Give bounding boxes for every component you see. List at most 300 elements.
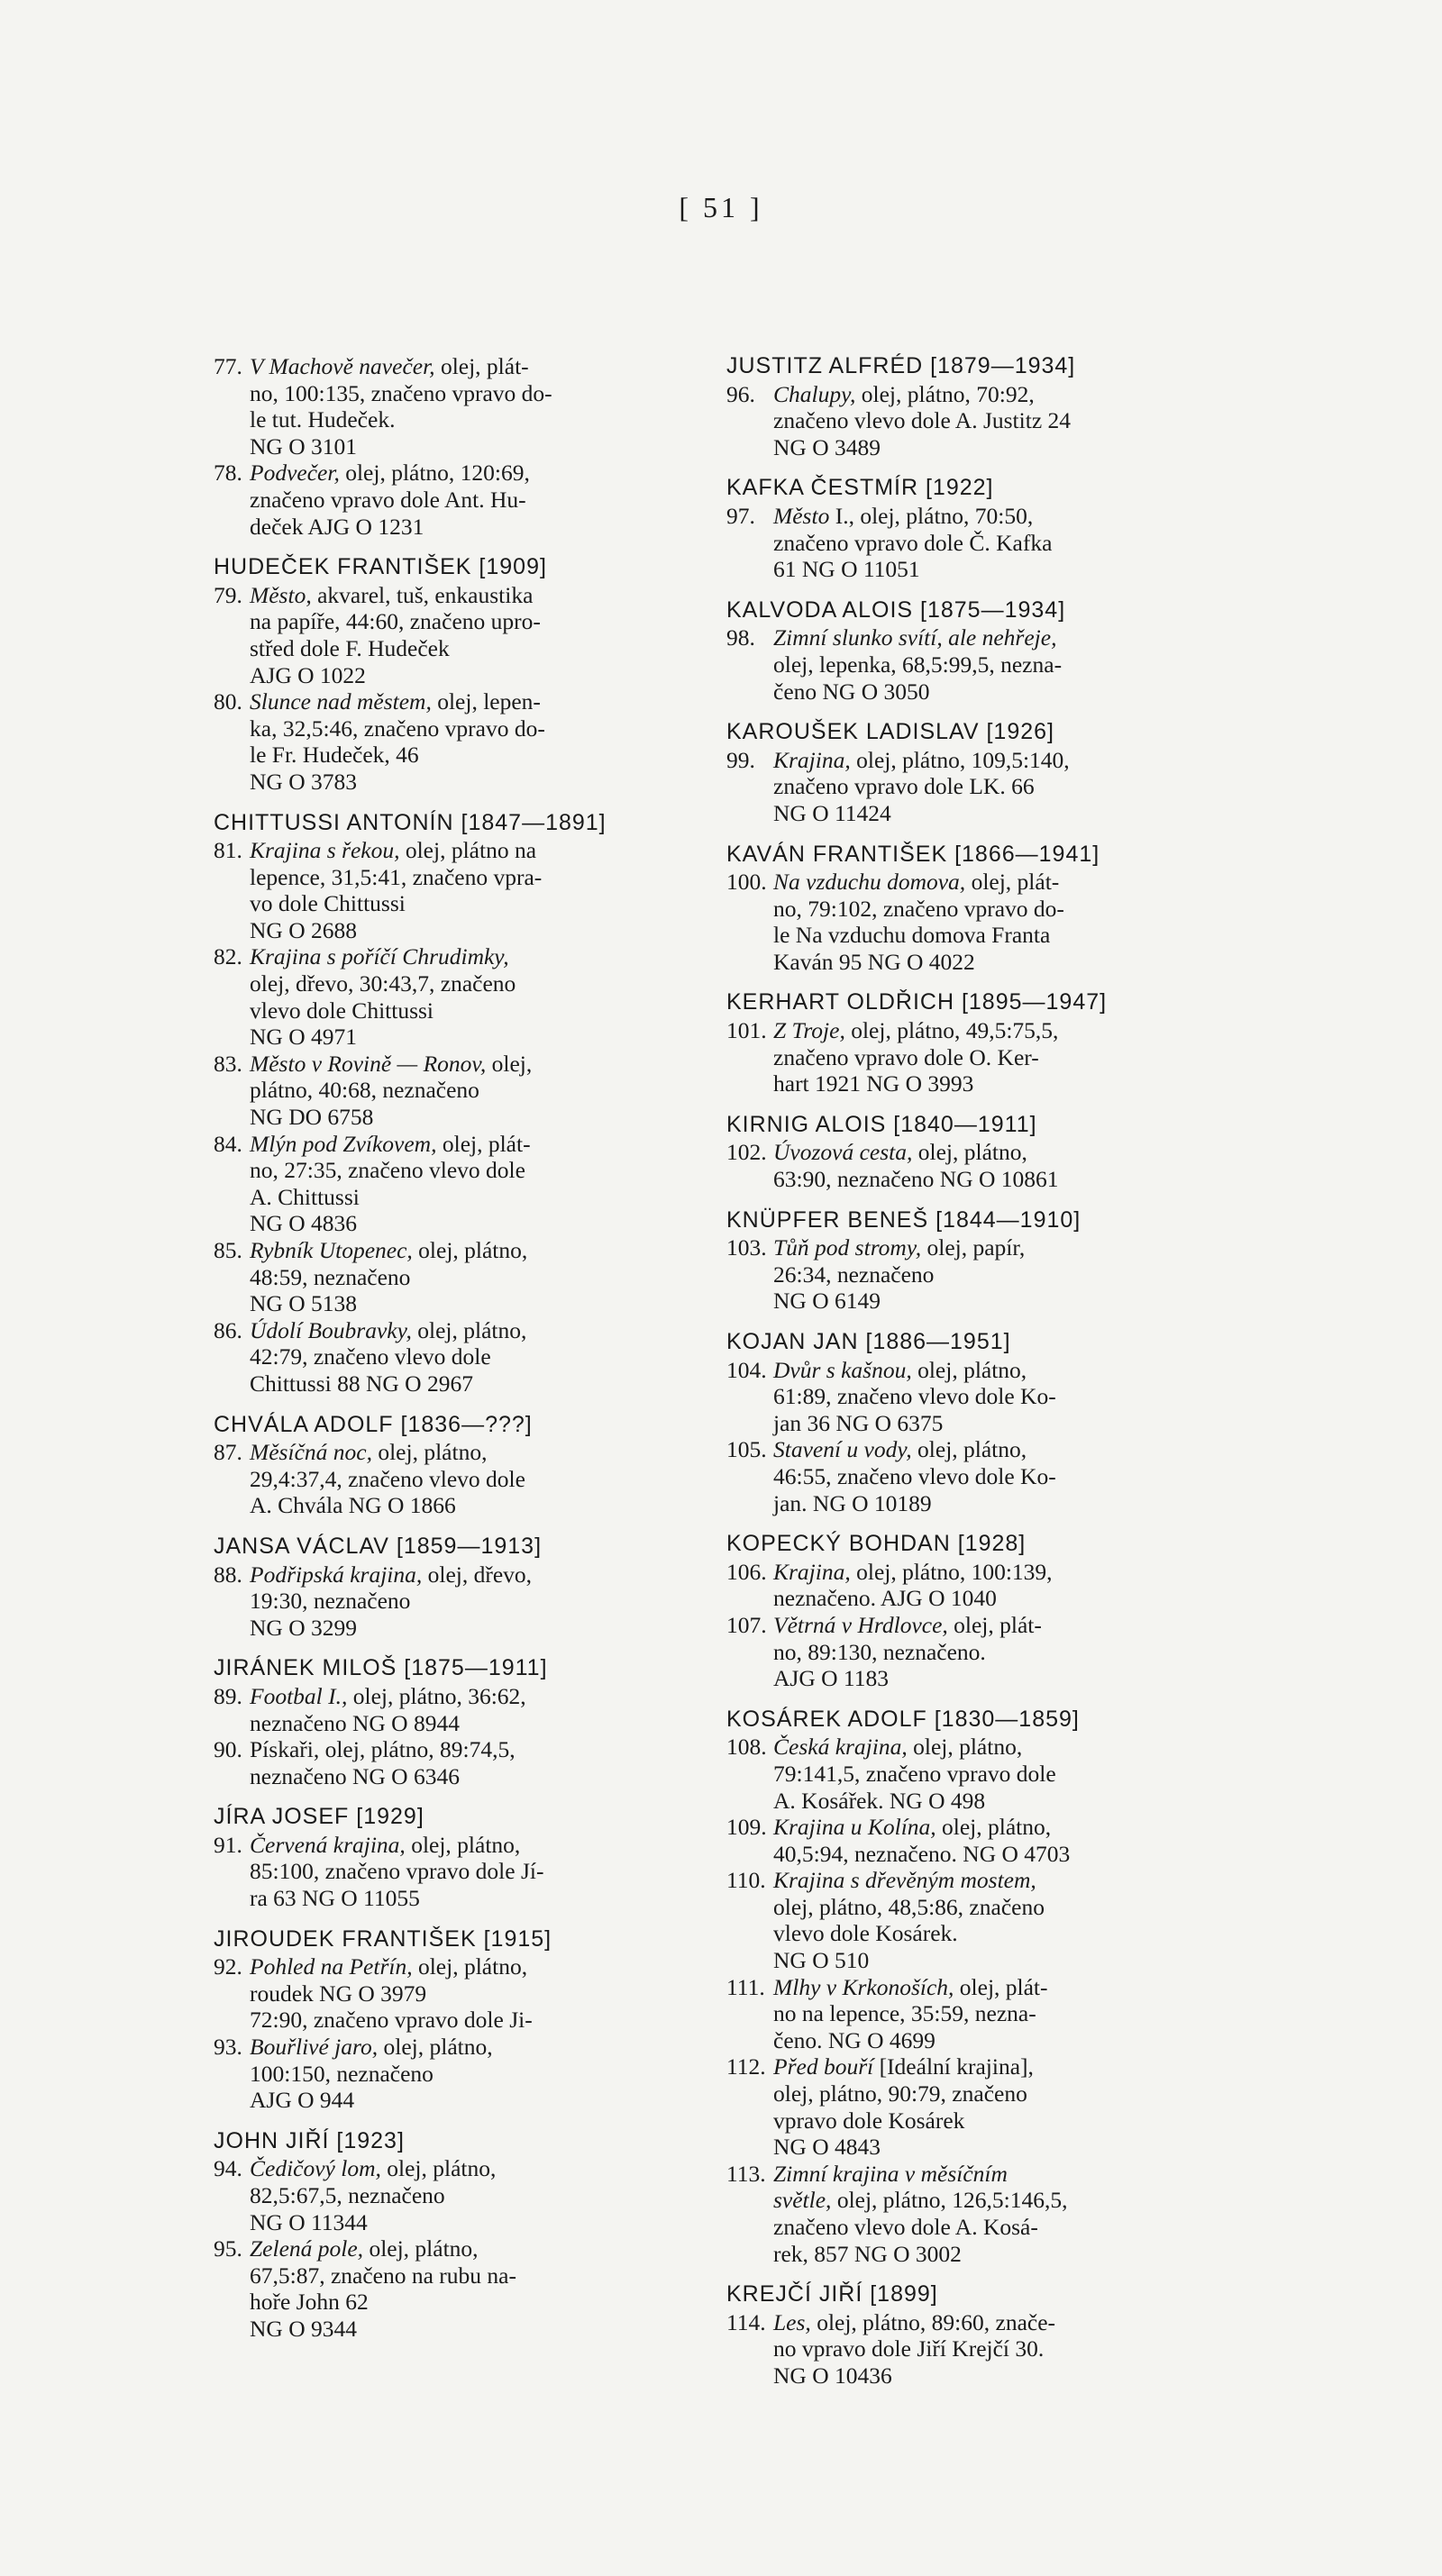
- entry-description: [773, 2161, 1213, 2267]
- entry-line: [250, 1184, 700, 1211]
- entry-description: [250, 2034, 700, 2114]
- entry-description: [773, 1867, 1213, 1973]
- artwork-details: I., olej, plátno, 70:50,: [829, 502, 1034, 529]
- catalog-entry: [214, 1561, 700, 1642]
- entry-line: [250, 1588, 700, 1615]
- artwork-details: jan 36 NG O 6375: [773, 1409, 944, 1436]
- artwork-details: olej, plát-: [436, 1130, 531, 1157]
- entry-line: [250, 688, 700, 715]
- artwork-details: 40,5:94, neznačeno. NG O 4703: [773, 1840, 1071, 1867]
- entry-line: [773, 1974, 1213, 2001]
- entry-line: [250, 837, 700, 864]
- entry-line: [250, 1736, 700, 1763]
- artwork-details: olej, plátno,: [371, 1439, 488, 1466]
- artwork-details: vpravo dole Kosárek: [773, 2107, 965, 2134]
- entry-line: [250, 1343, 700, 1370]
- artwork-title: Footbal I.,: [250, 1682, 348, 1709]
- artwork-details: neznačeno NG O 8944: [250, 1709, 460, 1736]
- artwork-details: olej, plátno, 70:92,: [855, 380, 1035, 407]
- entry-line: [773, 1734, 1213, 1761]
- page-number: [ 51 ]: [679, 191, 763, 223]
- artwork-details: 46:55, značeno vlevo dole Ko-: [773, 1462, 1056, 1489]
- artwork-details: olej, lepen-: [431, 688, 541, 715]
- entry-line: [250, 608, 700, 635]
- entry-description: [250, 1131, 700, 1237]
- entry-description: [250, 582, 700, 688]
- entry-line: [250, 1980, 700, 2007]
- artwork-details: olej, plátno,: [411, 1316, 527, 1343]
- entry-line: [250, 433, 700, 460]
- entry-line: [773, 922, 1213, 949]
- entry-number: 110.: [726, 1867, 766, 1894]
- artwork-title: Česká krajina,: [773, 1734, 908, 1761]
- artwork-details: no, 79:102, značeno vpravo do-: [773, 895, 1064, 922]
- catalog-entry: [214, 1439, 700, 1519]
- entry-line: [250, 1104, 700, 1131]
- catalog-entry: [214, 2235, 700, 2342]
- artist-heading: JOHN JIŘÍ [1923]: [214, 2127, 405, 2153]
- entry-line: [773, 1814, 1213, 1841]
- entry-line: [773, 407, 1213, 434]
- entry-number: 108.: [726, 1734, 767, 1761]
- catalog-entry: [726, 2309, 1213, 2389]
- artist-heading: KNÜPFER BENEŠ [1844—1910]: [726, 1206, 1082, 1233]
- artwork-details: jan. NG O 10189: [773, 1489, 932, 1516]
- artwork-details: ka, 32,5:46, značeno vpravo do-: [250, 715, 545, 742]
- entry-line: [773, 2027, 1213, 2054]
- entry-number: 106.: [726, 1558, 767, 1585]
- entry-line: [250, 460, 700, 487]
- entry-number: 105.: [726, 1436, 767, 1463]
- entry-line: [250, 943, 700, 970]
- entry-number: 113.: [726, 2160, 766, 2187]
- entry-description: [250, 1237, 700, 1317]
- artist-heading: KALVODA ALOIS [1875—1934]: [726, 596, 1066, 623]
- entry-line: [773, 624, 1213, 651]
- artwork-title: Tůň pod stromy,: [773, 1234, 922, 1261]
- entry-description: [250, 1683, 700, 1736]
- catalog-entry: [726, 1357, 1213, 1437]
- artwork-details: olej, plátno, 126,5:146,5,: [831, 2187, 1068, 2214]
- catalog-entry: [214, 1317, 700, 1397]
- artwork-details: 29,4:37,4, značeno vlevo dole: [250, 1465, 525, 1492]
- artwork-details: roudek NG O 3979: [250, 1980, 427, 2007]
- artwork-details: AJG O 944: [250, 2087, 355, 2114]
- entry-line: [250, 997, 700, 1024]
- entry-description: [773, 2309, 1213, 2389]
- artist-heading: KAFKA ČESTMÍR [1922]: [726, 475, 994, 501]
- entry-line: [773, 773, 1213, 800]
- entry-line: [773, 747, 1213, 774]
- entry-number: 94.: [214, 2155, 242, 2182]
- entry-description: [773, 503, 1213, 583]
- artwork-title: Měsíčná noc,: [250, 1439, 372, 1466]
- entry-line: [250, 769, 700, 796]
- entry-line: [773, 2362, 1213, 2389]
- artwork-details: 85:100, značeno vpravo dole Jí-: [250, 1858, 544, 1885]
- entry-description: [250, 1832, 700, 1912]
- entry-number: 102.: [726, 1139, 767, 1166]
- entry-line: [250, 1264, 700, 1291]
- artwork-details: neznačeno NG O 6346: [250, 1762, 460, 1789]
- entry-line: [250, 1832, 700, 1859]
- artwork-title: Rybník Utopenec,: [250, 1237, 413, 1263]
- entry-number: 84.: [214, 1130, 242, 1157]
- entry-line: [773, 2080, 1213, 2107]
- catalog-entry: [726, 381, 1213, 461]
- entry-number: 101.: [726, 1017, 767, 1044]
- entry-line: [250, 2209, 700, 2236]
- entry-description: [773, 1436, 1213, 1516]
- entry-line: [250, 1370, 700, 1397]
- entry-number: 100.: [726, 869, 767, 896]
- artwork-details: olej, plátno,: [405, 1831, 521, 1858]
- artwork-details: olej, plát-: [954, 1973, 1048, 2000]
- catalog-entry: [214, 943, 700, 1050]
- entry-description: [773, 747, 1213, 827]
- entry-line: [250, 662, 700, 689]
- entry-number: 82.: [214, 943, 242, 970]
- artwork-title: Větrná v Hrdlovce,: [773, 1611, 948, 1638]
- artwork-details: akvarel, tuš, enkaustika: [311, 581, 534, 608]
- entry-line: [773, 800, 1213, 827]
- entry-line: [773, 2335, 1213, 2362]
- entry-line: [773, 1139, 1213, 1166]
- catalog-entry: [726, 1974, 1213, 2054]
- artwork-details: AJG O 1183: [773, 1665, 889, 1692]
- entry-line: [250, 2316, 700, 2343]
- artwork-details: olej, dřevo,: [422, 1561, 533, 1588]
- entry-line: [773, 556, 1213, 583]
- artwork-details: olej, plátno,: [412, 1953, 528, 1980]
- entry-line: [773, 1585, 1213, 1612]
- entry-line: [250, 1763, 700, 1790]
- entry-number: 77.: [214, 353, 242, 379]
- entry-line: [250, 2182, 700, 2209]
- artwork-details: NG O 3101: [250, 432, 357, 460]
- entry-line: [250, 1466, 700, 1493]
- entry-line: [773, 1761, 1213, 1788]
- catalog-entry: [214, 837, 700, 943]
- artwork-details: čeno. NG O 4699: [773, 2026, 935, 2053]
- artwork-title: Stavení u vody,: [773, 1436, 912, 1463]
- catalog-entry: [726, 503, 1213, 583]
- entry-line: [773, 1436, 1213, 1463]
- artwork-details: NG O 3489: [773, 433, 881, 460]
- catalog-entry: [726, 1814, 1213, 1867]
- catalog-entry: [214, 1832, 700, 1912]
- artist-heading: JIROUDEK FRANTIŠEK [1915]: [214, 1925, 552, 1952]
- artwork-details: plátno, 40:68, neznačeno: [250, 1077, 479, 1104]
- entry-line: [773, 434, 1213, 461]
- artist-heading: JANSA VÁCLAV [1859—1913]: [214, 1533, 543, 1559]
- artwork-details: značeno vpravo dole O. Ker-: [773, 1043, 1039, 1070]
- artwork-details: olej, plátno, 109,5:140,: [850, 746, 1070, 773]
- artwork-details: NG O 9344: [250, 2315, 357, 2342]
- catalog-entry: [214, 1131, 700, 1237]
- artwork-title: Čedičový lom,: [250, 2155, 381, 2182]
- entry-number: 88.: [214, 1561, 242, 1588]
- artwork-details: no, 27:35, značeno vlevo dole: [250, 1157, 525, 1184]
- entry-description: [773, 1612, 1213, 1692]
- catalog-entry: [214, 1051, 700, 1131]
- entry-line: [250, 1317, 700, 1344]
- entry-line: [250, 1051, 700, 1078]
- entry-number: 81.: [214, 837, 242, 864]
- artwork-title: Mlhy v Krkonoších,: [773, 1973, 954, 2000]
- artwork-details: ra 63 NG O 11055: [250, 1885, 420, 1912]
- entry-line: [250, 582, 700, 609]
- entry-line: [773, 896, 1213, 923]
- artwork-details: Pískaři, olej, plátno, 89:74,5,: [250, 1736, 516, 1763]
- entry-line: [773, 1234, 1213, 1261]
- catalog-entry: [726, 2053, 1213, 2160]
- artwork-details: NG O 10436: [773, 2362, 892, 2389]
- entry-line: [250, 353, 700, 380]
- artwork-details: 72:90, značeno vpravo dole Ji-: [250, 2007, 533, 2034]
- entry-line: [773, 530, 1213, 557]
- artwork-title: Údolí Boubravky,: [250, 1316, 412, 1343]
- entry-line: [250, 406, 700, 433]
- artwork-title: Město: [773, 502, 830, 529]
- artwork-details: no vpravo dole Jiří Krejčí 30.: [773, 2335, 1045, 2362]
- artist-heading: JUSTITZ ALFRÉD [1879—1934]: [726, 353, 1076, 378]
- artist-heading: KIRNIG ALOIS [1840—1911]: [726, 1111, 1037, 1137]
- artwork-details: 79:141,5, značeno vpravo dole: [773, 1760, 1056, 1787]
- entry-number: 79.: [214, 581, 242, 608]
- entry-number: 83.: [214, 1050, 242, 1077]
- artwork-details: olej, plátno,: [907, 1734, 1023, 1761]
- artwork-details: 42:79, značeno vlevo dole: [250, 1343, 491, 1370]
- entry-description: [773, 1559, 1213, 1612]
- entry-number: 99.: [726, 746, 755, 773]
- artwork-title: Město,: [250, 581, 312, 608]
- artist-heading: KOJAN JAN [1886—1951]: [726, 1329, 1011, 1354]
- entry-description: [250, 1736, 700, 1789]
- artwork-details: olej, plátno, 100:139,: [850, 1558, 1053, 1585]
- catalog-entry: [726, 1436, 1213, 1516]
- entry-line: [250, 1953, 700, 1980]
- artwork-title: Zelená pole,: [250, 2235, 364, 2262]
- entry-number: 86.: [214, 1316, 242, 1343]
- entry-number: 111.: [726, 1973, 765, 2000]
- artwork-title: Na vzduchu domova,: [773, 869, 966, 896]
- entry-description: [773, 1139, 1213, 1192]
- artwork-details: Kaván 95 NG O 4022: [773, 948, 975, 975]
- entry-number: 97.: [726, 502, 755, 529]
- entry-line: [250, 1858, 700, 1885]
- entry-description: [773, 1974, 1213, 2054]
- artwork-details: NG DO 6758: [250, 1104, 374, 1131]
- artwork-details: olej, plátno, 90:79, značeno: [773, 2080, 1027, 2107]
- artwork-title: Krajina s řekou,: [250, 837, 400, 864]
- artwork-title: Krajina u Kolína,: [773, 1814, 936, 1841]
- catalog-entry: [726, 1234, 1213, 1315]
- entry-description: [773, 1734, 1213, 1814]
- artwork-details: hart 1921 NG O 3993: [773, 1070, 974, 1097]
- entry-line: [773, 1490, 1213, 1517]
- entry-number: 103.: [726, 1234, 767, 1261]
- catalog-entry: [214, 2155, 700, 2235]
- entry-line: [250, 1131, 700, 1158]
- artwork-details: A. Chittussi: [250, 1183, 360, 1210]
- entry-line: [250, 2087, 700, 2114]
- entry-line: [250, 1024, 700, 1051]
- entry-line: [773, 1463, 1213, 1490]
- artwork-details: NG O 510: [773, 1947, 870, 1974]
- catalog-entry: [214, 460, 700, 540]
- entry-line: [250, 1683, 700, 1710]
- catalog-entry: [214, 353, 700, 460]
- entry-line: [773, 1894, 1213, 1921]
- artwork-details: značeno vlevo dole A. Justitz 24: [773, 407, 1072, 434]
- artwork-details: olej, lepenka, 68,5:99,5, nezna-: [773, 651, 1063, 678]
- entry-line: [773, 1410, 1213, 1437]
- entry-number: 87.: [214, 1439, 242, 1466]
- entry-line: [250, 2061, 700, 2088]
- entry-line: [773, 2053, 1213, 2080]
- artwork-details: le Fr. Hudeček, 46: [250, 742, 419, 769]
- entry-line: [250, 380, 700, 407]
- artwork-details: značeno vpravo dole LK. 66: [773, 773, 1035, 800]
- artwork-details: NG O 6149: [773, 1288, 881, 1315]
- entry-line: [773, 1288, 1213, 1315]
- artwork-details: rek, 857 NG O 3002: [773, 2240, 962, 2267]
- entry-line: [773, 503, 1213, 530]
- artwork-title: Z Troje,: [773, 1017, 845, 1044]
- entry-description: [773, 1357, 1213, 1437]
- entry-line: [773, 1947, 1213, 1974]
- catalog-entry: [726, 1734, 1213, 1814]
- artwork-details: na papíře, 44:60, značeno upro-: [250, 608, 541, 635]
- entry-number: 109.: [726, 1814, 767, 1841]
- artwork-details: 26:34, neznačeno: [773, 1261, 935, 1288]
- entry-line: [773, 949, 1213, 976]
- artwork-title: Krajina,: [773, 746, 851, 773]
- entry-number: 85.: [214, 1237, 242, 1263]
- entry-number: 95.: [214, 2235, 242, 2262]
- artwork-title: Bouřlivé jaro,: [250, 2034, 379, 2061]
- artwork-details: olej, plátno,: [935, 1814, 1052, 1841]
- entry-description: [250, 837, 700, 943]
- artwork-details: le Na vzduchu domova Franta: [773, 922, 1051, 949]
- artwork-details: vlevo dole Kosárek.: [773, 1920, 958, 1947]
- artwork-details: olej, plátno,: [412, 1237, 528, 1263]
- artwork-details: 82,5:67,5, neznačeno: [250, 2182, 445, 2208]
- artwork-details: NG O 4836: [250, 1210, 357, 1237]
- artwork-details: olej, plátno,: [911, 1436, 1027, 1463]
- artwork-details: NG O 2688: [250, 916, 357, 943]
- entry-number: 92.: [214, 1953, 242, 1980]
- artwork-title: V Machově navečer,: [250, 353, 435, 379]
- entry-description: [250, 943, 700, 1050]
- artist-heading: CHITTUSSI ANTONÍN [1847—1891]: [214, 809, 607, 835]
- catalog-entry: [214, 1683, 700, 1736]
- artwork-title: Chalupy,: [773, 380, 856, 407]
- artwork-title: Město v Rovině — Ronov,: [250, 1050, 487, 1077]
- artwork-details: značeno vpravo dole Č. Kafka: [773, 529, 1053, 556]
- artist-heading: KAVÁN FRANTIŠEK [1866—1941]: [726, 841, 1100, 867]
- entry-line: [250, 864, 700, 891]
- entry-line: [250, 2262, 700, 2289]
- entry-line: [250, 1237, 700, 1264]
- artwork-title: Úvozová cesta,: [773, 1139, 913, 1166]
- artwork-title: Dvůr s kašnou,: [773, 1356, 912, 1383]
- entry-number: 104.: [726, 1356, 767, 1383]
- catalog-entry: [726, 1612, 1213, 1692]
- entry-description: [773, 1234, 1213, 1315]
- artist-heading: KREJČÍ JIŘÍ [1899]: [726, 2281, 938, 2307]
- artwork-title: Před bouří: [773, 2053, 874, 2080]
- artwork-details: NG O 11344: [250, 2208, 368, 2235]
- entry-line: [250, 1210, 700, 1237]
- entry-description: [250, 353, 700, 460]
- entry-line: [773, 2107, 1213, 2135]
- catalog-entry: [726, 624, 1213, 705]
- artwork-title: Krajina s poříčí Chrudimky,: [250, 943, 509, 970]
- artwork-details: olej, plát-: [434, 353, 529, 379]
- artwork-details: olej, plátno, 48,5:86, značeno: [773, 1893, 1045, 1920]
- catalog-entry: [726, 1559, 1213, 1612]
- artwork-title: Zimní krajina v měsíčním: [773, 2160, 1008, 2187]
- entry-description: [250, 1561, 700, 1642]
- artwork-title: Krajina,: [773, 1558, 851, 1585]
- entry-line: [250, 890, 700, 917]
- catalog-entry: [726, 2161, 1213, 2267]
- artwork-details: NG O 11424: [773, 799, 891, 826]
- artwork-details: lepence, 31,5:41, značeno vpra-: [250, 863, 543, 890]
- artist-heading: HUDEČEK FRANTIŠEK [1909]: [214, 554, 547, 580]
- catalog-entry: [214, 1736, 700, 1789]
- entry-number: 93.: [214, 2034, 242, 2061]
- entry-line: [773, 1044, 1213, 1071]
- artist-heading: CHVÁLA ADOLF [1836—???]: [214, 1411, 533, 1437]
- artist-heading: KOPECKÝ BOHDAN [1928]: [726, 1531, 1027, 1557]
- entry-line: [773, 1070, 1213, 1097]
- artwork-details: olej, plát-: [965, 869, 1060, 896]
- artwork-details: no, 100:135, značeno vpravo do-: [250, 379, 552, 406]
- entry-description: [250, 1953, 700, 2034]
- artist-heading: JIRÁNEK MILOŠ [1875—1911]: [214, 1655, 548, 1681]
- entry-line: [773, 1841, 1213, 1868]
- artwork-details: střed dole F. Hudeček: [250, 634, 450, 661]
- artwork-details: olej, plátno,: [380, 2155, 497, 2182]
- entry-line: [773, 651, 1213, 678]
- artwork-title: Pohled na Petřín,: [250, 1953, 413, 1980]
- artwork-title: Mlýn pod Zvíkovem,: [250, 1130, 437, 1157]
- entry-line: [773, 1639, 1213, 1666]
- entry-line: [773, 678, 1213, 705]
- catalog-entry: [214, 582, 700, 688]
- entry-line: [773, 1383, 1213, 1410]
- artwork-details: olej, plátno, 89:60, znače-: [810, 2308, 1056, 2335]
- entry-line: [250, 487, 700, 514]
- artwork-details: olej, plátno na: [399, 837, 537, 864]
- artwork-details: vo dole Chittussi: [250, 890, 406, 917]
- artwork-title: Červená krajina,: [250, 1831, 406, 1858]
- artwork-details: značeno vpravo dole Ant. Hu-: [250, 486, 526, 513]
- artwork-title: Krajina s dřevěným mostem,: [773, 1867, 1036, 1894]
- artwork-details: no na lepence, 35:59, nezna-: [773, 2000, 1036, 2027]
- entry-description: [773, 1017, 1213, 1097]
- entry-line: [250, 2155, 700, 2182]
- entry-description: [773, 381, 1213, 461]
- entry-line: [773, 2241, 1213, 2268]
- artwork-details: 63:90, neznačeno NG O 10861: [773, 1166, 1059, 1193]
- entry-line: [250, 2007, 700, 2034]
- entry-line: [250, 1157, 700, 1184]
- entry-line: [773, 2309, 1213, 2336]
